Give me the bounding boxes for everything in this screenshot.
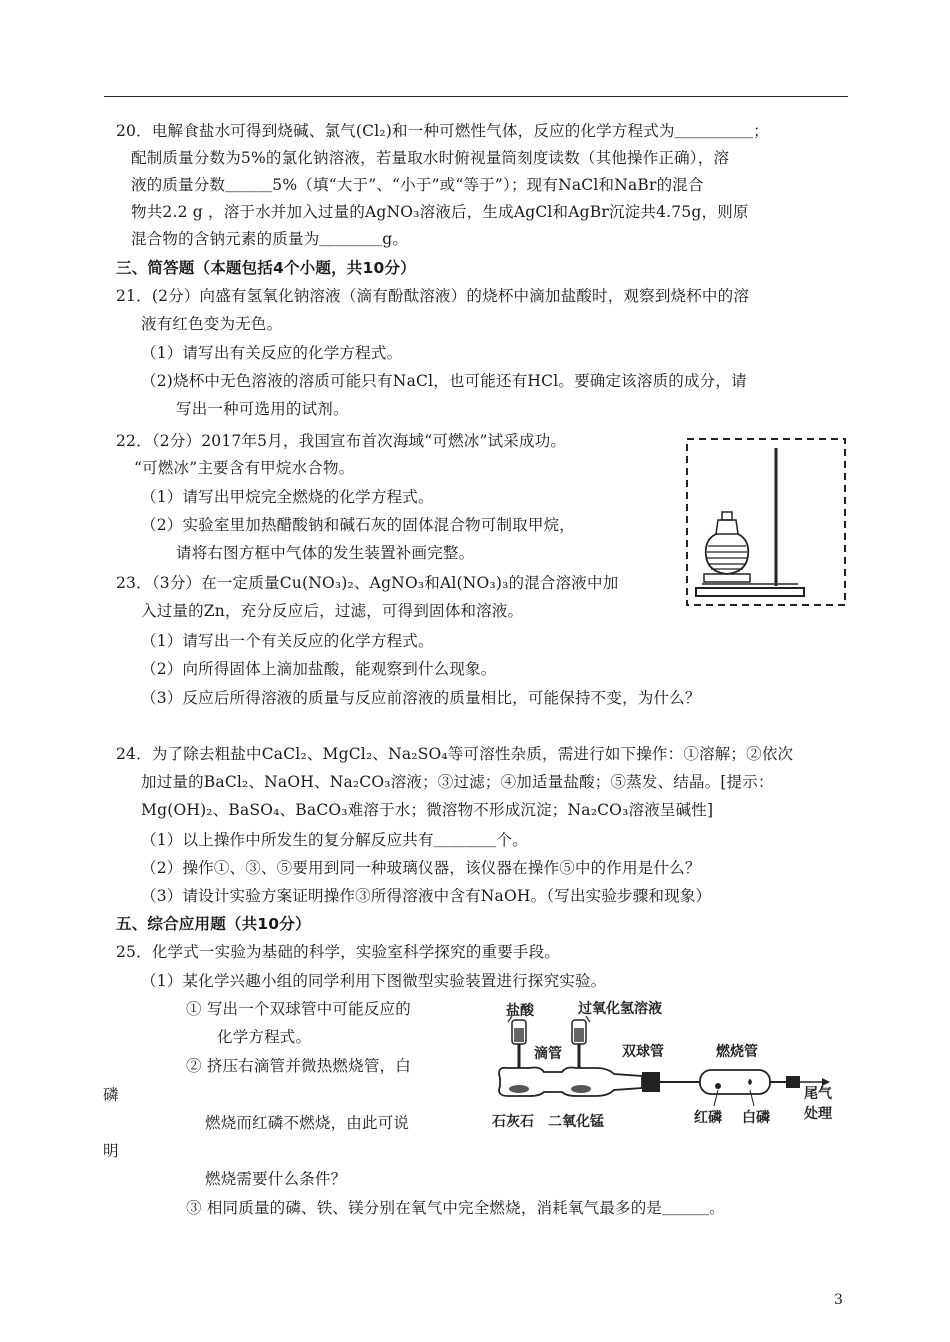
label-white-phosphorus: 白磷: [742, 1110, 770, 1126]
q25-sub2-line-5: 燃烧需要什么条件？: [205, 1170, 347, 1188]
q20-line-5: 混合物的含钠元素的质量为＿＿＿＿g。: [131, 230, 409, 248]
gas-generator-figure: [682, 434, 852, 610]
dashed-frame: [687, 439, 845, 605]
combustion-tube: [700, 1070, 770, 1106]
q20-line-2: 配制质量分数为5%的氯化钠溶液，若量取水时俯视量筒刻度读数（其他操作正确），溶: [131, 149, 730, 167]
q23-line-1: 23．（3分）在一定质量Cu(NO₃)₂、AgNO₃和Al(NO₃)₃的混合溶液中加: [116, 574, 619, 592]
q24-line-6: （3）请设计实验方案证明操作③所得溶液中含有NaOH。（写出实验步骤和现象）: [141, 887, 712, 905]
q25-sub3-line-1: ③ 相同质量的磷、铁、镁分别在氧气中完全燃烧，消耗氧气最多的是＿＿＿。: [186, 1199, 725, 1217]
q23-line-5: （3）反应后所得溶液的质量与反应前溶液的质量相比，可能保持不变，为什么？: [141, 689, 701, 707]
q21-line-4: （2)烧杯中无色溶液的溶质可能只有NaCl，也可能还有HCl。要确定该溶质的成分，请: [141, 372, 747, 390]
label-dropper: 滴管: [534, 1046, 562, 1062]
label-exhaust-2: 处理: [804, 1106, 832, 1122]
q23-line-3: （1）请写出一个有关反应的化学方程式。: [141, 632, 434, 650]
microscale-apparatus-figure: [486, 996, 846, 1132]
q20-line-3: 液的质量分数＿＿＿5%（填“大于”、“小于”或“等于”）；现有NaCl和NaBr的混合: [131, 176, 704, 194]
q24-line-4: （1）以上操作中所发生的复分解反应共有＿＿＿＿个。: [141, 831, 528, 849]
label-double-bulb-tube: 双球管: [622, 1044, 664, 1060]
q25-sub2-line-2: 磷: [103, 1086, 119, 1104]
q20-line-1: 20．电解食盐水可得到烧碱、氯气(Cl₂)和一种可燃性气体，反应的化学方程式为＿＿＿＿＿；: [116, 122, 769, 140]
q23-line-4: （2）向所得固体上滴加盐酸，能观察到什么现象。: [141, 660, 497, 678]
double-bulb-tube: [499, 1068, 642, 1097]
label-exhaust-1: 尾气: [804, 1086, 832, 1102]
label-combustion-tube: 燃烧管: [716, 1044, 758, 1060]
page-number: 3: [834, 1292, 843, 1308]
rubber-stopper: [642, 1072, 660, 1092]
q22-line-1: 22．（2分）2017年5月，我国宣布首次海域“可燃冰”试采成功。: [116, 432, 567, 450]
q20-line-4: 物共2.2 g ，溶于水并加入过量的AgNO₃溶液后，生成AgCl和AgBr沉淀共4.75g，则原: [131, 203, 749, 221]
q24-line-3: Mg(OH)₂、BaSO₄、BaCO₃难溶于水；微溶物不形成沉淀；Na₂CO₃溶液呈碱性]: [141, 801, 714, 819]
q25-line-2: （1）某化学兴趣小组的同学利用下图微型实验装置进行探究实验。: [141, 972, 607, 990]
q24-line-1: 24．为了除去粗盐中CaCl₂、MgCl₂、Na₂SO₄等可溶性杂质，需进行如下操作：①溶解；②依次: [116, 745, 794, 763]
q21-line-3: （1）请写出有关反应的化学方程式。: [141, 344, 403, 362]
q25-sub2-line-3: 燃烧而红磷不燃烧，由此可说: [205, 1114, 410, 1132]
q25-sub1-line-1: ① 写出一个双球管中可能反应的: [186, 1000, 411, 1018]
label-hydrochloric-acid: 盐酸: [506, 1003, 534, 1019]
q22-line-2: “可燃冰”主要含有甲烷水合物。: [134, 459, 355, 477]
q24-line-2: 加过量的BaCl₂、NaOH、Na₂CO₃溶液；③过滤；④加适量盐酸；⑤蒸发、结晶。[提示：: [141, 773, 774, 791]
q22-line-3: （1）请写出甲烷完全燃烧的化学方程式。: [141, 488, 434, 506]
q21-line-5: 写出一种可选用的试剂。: [176, 400, 349, 418]
label-red-phosphorus: 红磷: [694, 1110, 722, 1126]
q21-line-1: 21．(2分）向盛有氢氧化钠溶液（滴有酚酞溶液）的烧杯中滴加盐酸时，观察到烧杯中的溶: [116, 287, 750, 305]
section-5-heading: 五、综合应用题（共10分）: [116, 915, 311, 933]
alcohol-lamp: [704, 512, 750, 582]
q23-line-2: 入过量的Zn，充分反应后，过滤，可得到固体和溶液。: [141, 602, 524, 620]
exhaust-arrow: [822, 1078, 830, 1086]
q22-line-4: （2）实验室里加热醋酸钠和碱石灰的固体混合物可制取甲烷，: [141, 516, 575, 534]
section-3-heading: 三、简答题（本题包括4个小题，共10分）: [116, 259, 416, 277]
q21-line-2: 液有红色变为无色。: [141, 315, 283, 333]
label-limestone: 石灰石: [492, 1114, 534, 1130]
q25-sub2-line-4: 明: [103, 1142, 119, 1160]
label-manganese-dioxide: 二氧化锰: [548, 1114, 604, 1130]
q25-sub2-line-1: ② 挤压右滴管并微热燃烧管，白: [186, 1057, 411, 1075]
q25-sub1-line-2: 化学方程式。: [217, 1028, 312, 1046]
header-rule: [104, 96, 848, 97]
q25-line-1: 25．化学式一实验为基础的科学，实验室科学探究的重要手段。: [116, 943, 561, 961]
outlet-stopper: [786, 1076, 800, 1088]
label-hydrogen-peroxide: 过氧化氢溶液: [578, 1001, 662, 1017]
q24-line-5: （2）操作①、③、⑤要用到同一种玻璃仪器，该仪器在操作⑤中的作用是什么？: [141, 859, 701, 877]
left-dropper: [508, 1016, 526, 1076]
q22-line-5: 请将右图方框中气体的发生装置补画完整。: [176, 544, 475, 562]
